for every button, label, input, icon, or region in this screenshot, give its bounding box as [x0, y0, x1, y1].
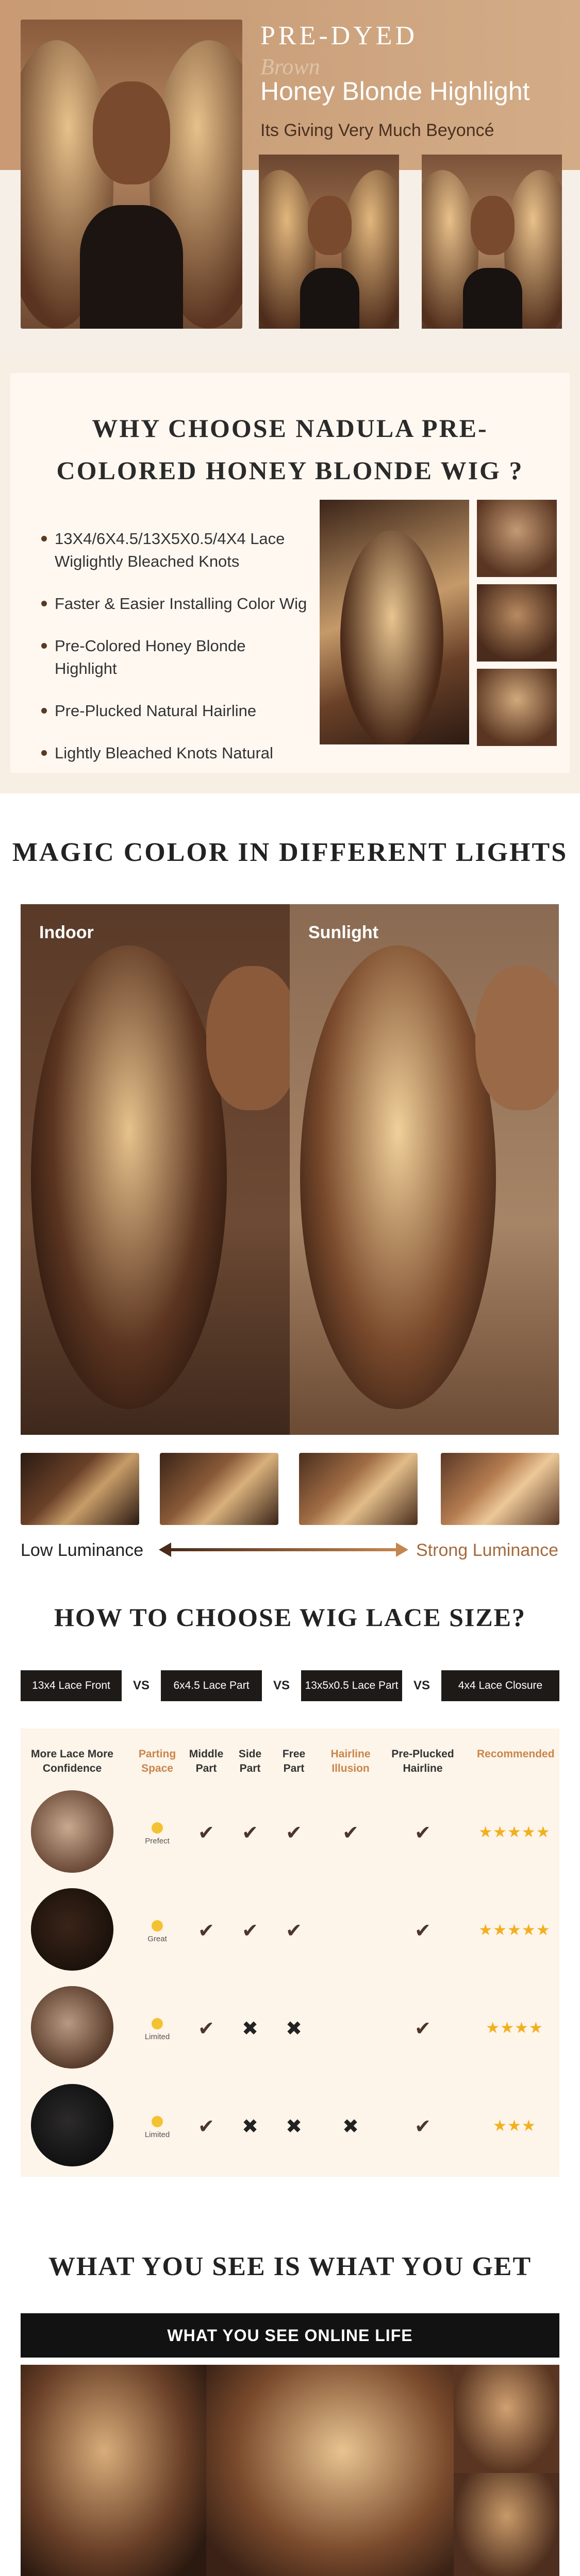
color-swatch [441, 1453, 559, 1525]
pre-plucked-mark: ✔ [415, 1920, 431, 1942]
pre-plucked-mark: ✔ [415, 2116, 431, 2138]
vs-text: VS [273, 1679, 290, 1692]
why-choose-title-line1: WHY CHOOSE NADULA PRE- [92, 414, 488, 443]
parting-quality [137, 1920, 178, 1943]
magic-color-title: MAGIC COLOR IN DIFFERENT LIGHTS [12, 838, 568, 867]
emoji-icon [152, 1822, 163, 1834]
color-swatch [160, 1453, 278, 1525]
feature-list [41, 528, 309, 784]
why-choose-title-line2: COLORED HONEY BLONDE WIG ? [56, 456, 524, 485]
lace-size-title: HOW TO CHOOSE WIG LACE SIZE? [54, 1603, 526, 1632]
sunlight-label: Sunlight [308, 923, 378, 942]
recommended-stars: ★★★★★ [478, 1922, 551, 1939]
table-row [21, 2079, 559, 2172]
hero-subtitle: Its Giving Very Much Beyoncé [260, 121, 494, 140]
hero-ghost-text: Brown [260, 54, 320, 79]
parting-quality-text: Limited [144, 2130, 170, 2139]
online-photo-grid [21, 2365, 559, 2576]
emoji-icon [152, 1920, 163, 1931]
side-part-mark: ✔ [242, 1920, 258, 1942]
emoji-icon [152, 2116, 163, 2127]
free-part-mark: ✖ [286, 2116, 302, 2138]
strong-luminance-label: Strong Luminance [416, 1540, 558, 1560]
why-choose-title [10, 407, 570, 492]
middle-part-mark: ✔ [198, 1920, 214, 1942]
hairline-detail-photo [477, 500, 557, 577]
pre-plucked-mark: ✔ [415, 1822, 431, 1844]
free-part-mark: ✖ [286, 2018, 302, 2040]
table-row [21, 1785, 559, 1878]
feature-item: Faster & Easier Installing Color Wig [41, 592, 309, 615]
luminance-arrow [170, 1548, 397, 1551]
lace-detail-photo [477, 669, 557, 746]
parting-quality-text: Limited [144, 2032, 170, 2041]
free-part-mark: ✔ [286, 1822, 302, 1844]
why-choose-panel [10, 373, 570, 773]
table-row [21, 1883, 559, 1976]
hairline-illusion-mark: ✔ [342, 1822, 359, 1844]
pre-plucked-mark: ✔ [415, 2018, 431, 2040]
wysiwyg-title: WHAT YOU SEE IS WHAT YOU GET [48, 2252, 532, 2281]
table-row [21, 1981, 559, 2074]
emoji-icon [152, 2018, 163, 2029]
header-confidence: More Lace More Confidence [31, 1748, 113, 1774]
lace-comparison-table [21, 1728, 559, 2177]
online-photo [21, 2365, 206, 2576]
lace-sample-photo [31, 1986, 113, 2069]
tab-6x4-5-lace-part[interactable]: 6x4.5 Lace Part [161, 1670, 262, 1701]
middle-part-mark: ✔ [198, 1822, 214, 1844]
hero-thumb-photo [259, 155, 399, 329]
vs-text: VS [413, 1679, 430, 1692]
recommended-stars: ★★★★★ [478, 1824, 551, 1841]
hairline-illusion-mark: ✖ [342, 2116, 359, 2138]
header-middle-part: Middle Part [189, 1748, 224, 1774]
middle-part-mark: ✔ [198, 2116, 214, 2138]
side-part-mark: ✖ [242, 2018, 258, 2040]
hero-brand-text: PRE-DYED [260, 21, 418, 50]
indoor-label: Indoor [39, 923, 94, 942]
parting-quality-text: Prefect [145, 1837, 170, 1845]
lace-type-tabs [21, 1670, 559, 1701]
tab-13x4-lace-front[interactable]: 13x4 Lace Front [21, 1670, 122, 1701]
lace-sample-photo [31, 1888, 113, 1971]
recommended-stars: ★★★★ [486, 2020, 543, 2037]
header-parting-space: Parting Space [138, 1748, 176, 1774]
low-luminance-label: Low Luminance [21, 1540, 144, 1560]
hero-title: Honey Blonde Highlight [260, 77, 530, 106]
middle-part-mark: ✔ [198, 2018, 214, 2040]
header-side-part: Side Part [238, 1748, 262, 1774]
why-choose-section [0, 355, 580, 793]
recommended-stars: ★★★ [493, 2117, 536, 2134]
online-photo [454, 2365, 559, 2473]
header-hairline-illusion: Hairline Illusion [330, 1748, 371, 1774]
tab-13x5x0-5-lace-part[interactable]: 13x5x0.5 Lace Part [301, 1670, 402, 1701]
parting-quality [137, 1822, 178, 1845]
free-part-mark: ✔ [286, 1920, 302, 1942]
header-recommended: Recommended [477, 1748, 555, 1760]
header-free-part: Free Part [282, 1748, 306, 1774]
sunlight-photo [290, 904, 559, 1435]
tab-4x4-lace-closure[interactable]: 4x4 Lace Closure [441, 1670, 559, 1701]
online-photo [454, 2473, 559, 2576]
hero-model-photo [21, 20, 242, 329]
parting-quality [137, 2116, 178, 2139]
feature-item: Pre-Colored Honey Blonde Highlight [41, 635, 309, 680]
hero-thumb-photo [422, 155, 562, 329]
wig-closeup-photo [320, 500, 469, 744]
parting-quality [137, 2018, 178, 2041]
parting-quality-text: Great [147, 1935, 167, 1943]
lace-sample-photo [31, 2084, 113, 2166]
knots-detail-photo [477, 584, 557, 662]
color-swatch [21, 1453, 139, 1525]
hero-banner [0, 0, 580, 355]
online-photo [206, 2365, 454, 2576]
side-part-mark: ✖ [242, 2116, 258, 2138]
indoor-photo [21, 904, 290, 1435]
side-part-mark: ✔ [242, 1822, 258, 1844]
feature-item: Pre-Plucked Natural Hairline [41, 700, 309, 722]
vs-text: VS [132, 1679, 150, 1692]
feature-item: 13X4/6X4.5/13X5X0.5/4X4 Lace Wiglightly Bleached Knots [41, 528, 309, 573]
color-swatch [299, 1453, 418, 1525]
header-pre-plucked: Pre-Plucked Hairline [391, 1748, 454, 1774]
online-life-bar: WHAT YOU SEE ONLINE LIFE [21, 2313, 559, 2358]
feature-item: Lightly Bleached Knots Natural [41, 742, 309, 765]
lace-sample-photo [31, 1790, 113, 1873]
